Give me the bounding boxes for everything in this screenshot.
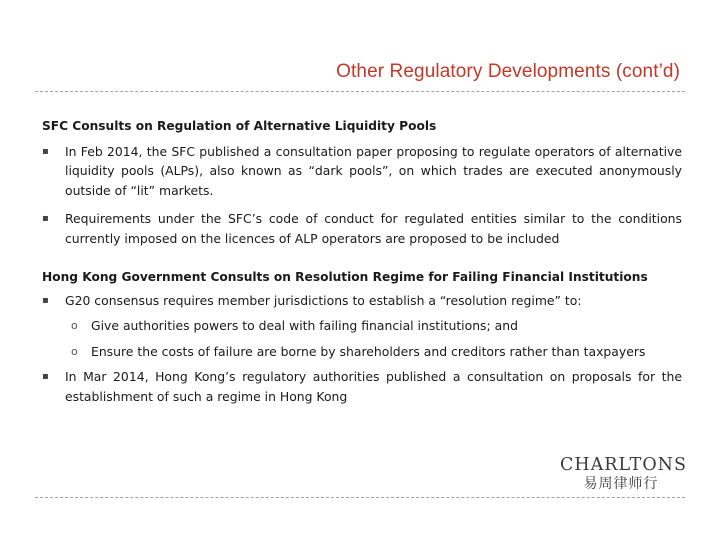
logo-chinese-name: 易周律师行 (583, 476, 659, 492)
sub-bullet-text: Ensure the costs of failure are borne by shareholders and creditors rather than taxpayers (91, 343, 646, 359)
top-divider (35, 91, 685, 92)
sub-bullet-item (42, 342, 682, 362)
bullet-text: G20 consensus requires member jurisdictions to establish a “resolution regime” to: (65, 292, 582, 308)
section-heading-alp: SFC Consults on Regulation of Alternative Liquidity Pools (42, 119, 437, 133)
bullet-item (42, 291, 682, 311)
square-bullet-icon: ▪ (42, 145, 49, 157)
slide-content (42, 117, 682, 406)
sub-bullet-item (42, 316, 682, 336)
slide-title: Other Regulatory Developments (cont’d) (336, 61, 680, 82)
bullet-item (42, 209, 682, 248)
sub-bullet-text: Give authorities powers to deal with failing financial institutions; and (91, 318, 518, 333)
section-heading-resolution: Hong Kong Government Consults on Resolution Regime for Failing Financial Institutions (42, 270, 648, 284)
square-bullet-icon: ▪ (42, 213, 49, 224)
bullet-item (42, 142, 682, 201)
circle-bullet-icon: o (71, 344, 78, 358)
bullet-item (42, 367, 682, 406)
square-bullet-icon: ▪ (42, 371, 49, 382)
square-bullet-icon: ▪ (42, 294, 49, 306)
bottom-divider (35, 497, 685, 498)
charltons-logo (560, 455, 687, 493)
bullet-text: Requirements under the SFC’s code of conduct for regulated entities similar to the conditions currently imposed on the licences of ALP operators are proposed to be included (65, 211, 682, 246)
circle-bullet-icon: o (71, 319, 78, 332)
logo-name: CHARLTONS (560, 455, 687, 475)
bullet-text: In Feb 2014, the SFC published a consultation paper proposing to regulate operators of alternative liquidity pools (ALPs), also known as “dark pools”, on which trades are executed anonymously outside of “lit” markets. (65, 143, 682, 198)
bullet-text: In Mar 2014, Hong Kong’s regulatory authorities published a consultation on proposals for the establishment of such a regime in Hong Kong (65, 369, 682, 404)
